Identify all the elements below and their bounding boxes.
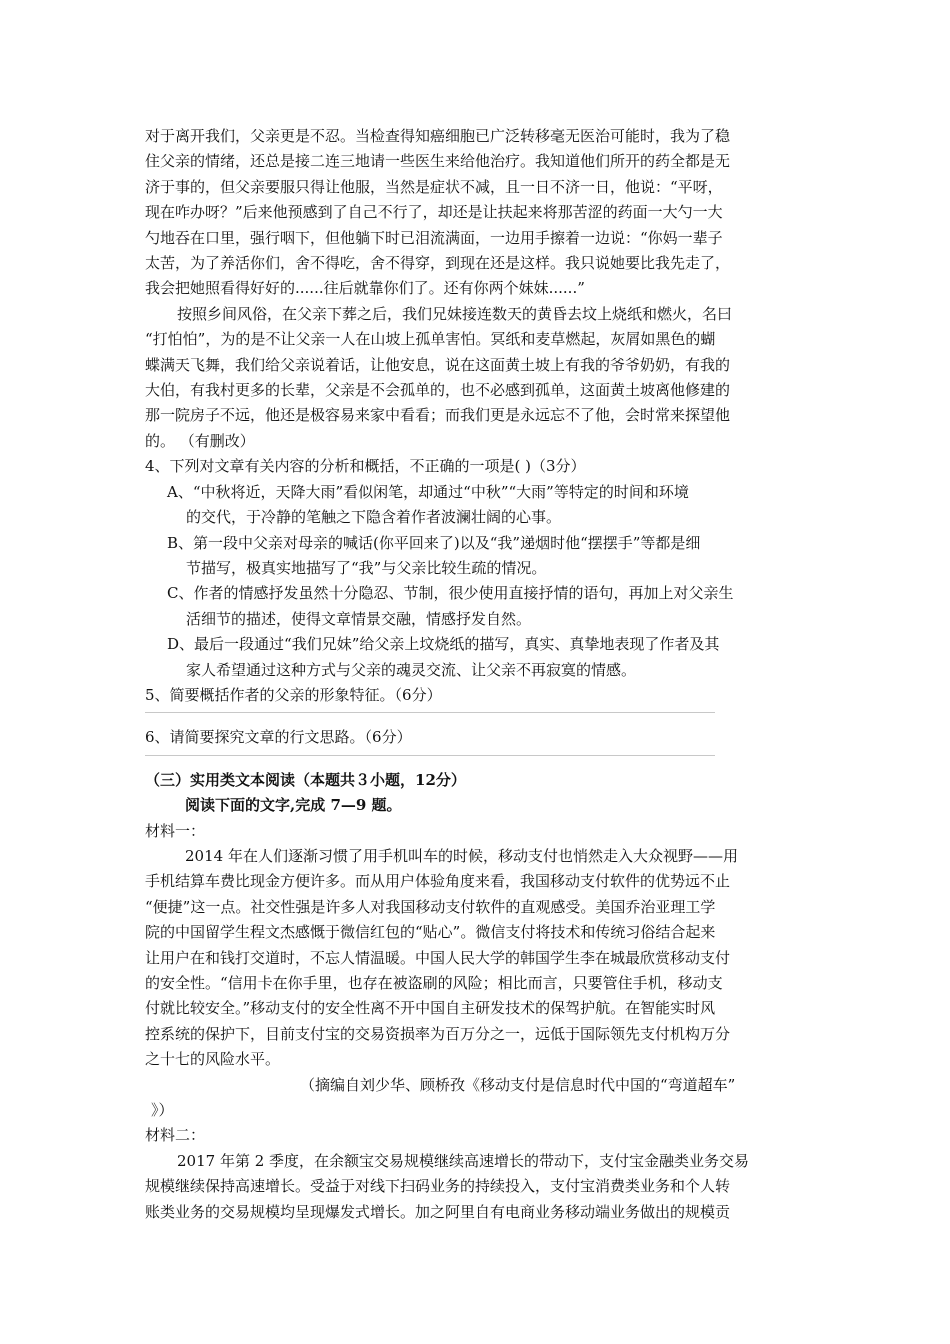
section-heading: （三）实用类文本阅读（本题共３小题，12分） bbox=[145, 770, 466, 789]
option-line: 的交代，于冷静的笔触之下隐含着作者波澜壮阔的心事。 bbox=[186, 508, 562, 527]
text-line: 2014 年在人们逐渐习惯了用手机叫车的时候，移动支付也悄然走入大众视野——用 bbox=[185, 846, 738, 865]
text-line: 那一院房子不远，他还是极容易来家中看看；而我们更是永远忘不了他，会时常来探望他 bbox=[145, 406, 731, 425]
text-line: 勺地吞在口里，强行咽下，但他躺下时已泪流满面，一边用手擦着一边说：“你妈一辈子 bbox=[145, 228, 723, 247]
text-line: 蝶满天飞舞，我们给父亲说着话，让他安息，说在这面黄土坡上有我的爷爷奶奶，有我的 bbox=[145, 355, 731, 374]
option-line: D、最后一段通过“我们兄妹”给父亲上坟烧纸的描写，真实、真挚地表现了作者及其 bbox=[167, 635, 720, 654]
option-line: 节描写，极真实地描写了“我”与父亲比较生疏的情况。 bbox=[186, 558, 547, 577]
text-line: 控系统的保护下，目前支付宝的交易资损率为百万分之一，远低于国际领先支付机构万分 bbox=[145, 1024, 731, 1043]
text-line: 规模继续保持高速增长。受益于对线下扫码业务的持续投入，支付宝消费类业务和个人转 bbox=[145, 1177, 731, 1196]
option-line: A、“中秋将近，天降大雨”看似闲笔，却通过“中秋”“大雨”等特定的时间和环境 bbox=[167, 482, 689, 501]
material-2-text bbox=[145, 1149, 810, 1225]
text-line: 之十七的风险水平。 bbox=[145, 1050, 281, 1069]
option-line: C、作者的情感抒发虽然十分隐忍、节制，很少使用直接抒情的语句，再加上对父亲生 bbox=[167, 584, 734, 603]
material-1-label: 材料一： bbox=[145, 821, 206, 840]
document-page bbox=[145, 124, 810, 1225]
text-line: “打怕怕”，为的是不让父亲一人在山坡上孤单害怕。冥纸和麦草燃起，灰屑如黑色的蝴 bbox=[145, 330, 716, 349]
text-line: 账类业务的交易规模均呈现爆发式增长。加之阿里自有电商业务移动端业务做出的规模贡 bbox=[145, 1202, 731, 1221]
text-line: 的安全性。“信用卡在你手里，也存在被盗刷的风险；相比而言，只要管住手机，移动支 bbox=[145, 974, 723, 992]
option-a bbox=[145, 480, 810, 531]
question-stem: 4、下列对文章有关内容的分析和概括，不正确的一项是( )（3分） bbox=[145, 457, 586, 476]
option-line: B、第一段中父亲对母亲的喊话(你平回来了)以及“我”递烟时他“摆摆手”等都是细 bbox=[167, 533, 701, 552]
option-line: 活细节的描述，使得文章情景交融，情感抒发自然。 bbox=[186, 609, 532, 628]
text-line: 院的中国留学生程文杰感慨于微信红包的“贴心”。微信支付将技术和传统习俗结合起来 bbox=[145, 923, 716, 942]
text-line: 按照乡间风俗，在父亲下葬之后，我们兄妹接连数天的黄昏去坟上烧纸和燃火，名曰 bbox=[177, 304, 733, 323]
text-line: 大伯，有我村更多的长辈，父亲是不会孤单的，也不必感到孤单，这面黄土坡离他修建的 bbox=[145, 381, 731, 400]
material-1-source bbox=[145, 1073, 810, 1124]
text-line: 济于事的，但父亲要服只得让他服，当然是症状不减，且一日不济一日，他说：“平呀， bbox=[145, 177, 723, 196]
material-1-text bbox=[145, 844, 810, 1073]
text-line: 我会把她照看得好好的......往后就靠你们了。还有你两个妹妹......” bbox=[145, 279, 585, 298]
text-line: 付就比较安全。”移动支付的安全性离不开中国自主研发技术的保驾护航。在智能实时风 bbox=[145, 999, 716, 1018]
question-stem: 6、请简要探究文章的行文思路。（6分） bbox=[145, 728, 412, 747]
source-line: 》） bbox=[151, 1101, 174, 1120]
question-5 bbox=[145, 683, 810, 713]
text-line: 让用户在和钱打交道时，不忘人情温暖。中国人民大学的韩国学生李在城最欣赏移动支付 bbox=[145, 948, 731, 967]
option-c bbox=[145, 581, 810, 632]
question-6 bbox=[145, 725, 810, 755]
answer-line[interactable] bbox=[145, 755, 715, 756]
option-d bbox=[145, 632, 810, 683]
option-b bbox=[145, 531, 810, 582]
text-line: 现在咋办呀？”后来他预感到了自己不行了，却还是让扶起来将那苦涩的药面一大勺一大 bbox=[145, 203, 723, 222]
passage-paragraph-2 bbox=[145, 302, 810, 454]
passage-paragraph-1 bbox=[145, 124, 810, 302]
text-line: 对于离开我们，父亲更是不忍。当检查得知癌细胞已广泛转移毫无医治可能时，我为了稳 bbox=[145, 127, 731, 145]
text-line: 太苦，为了养活你们，舍不得吃，舍不得穿，到现在还是这样。我只说她要比我先走了， bbox=[145, 254, 731, 273]
text-line: “便捷”这一点。社交性强是许多人对我国移动支付软件的直观感受。美国乔治亚理工学 bbox=[145, 897, 716, 916]
question-stem: 5、简要概括作者的父亲的形象特征。（6分） bbox=[145, 685, 442, 704]
answer-line[interactable] bbox=[145, 712, 715, 713]
section-3 bbox=[145, 768, 810, 1225]
source-line: （摘编自刘少华、顾桥孜《移动支付是信息时代中国的“弯道超车” bbox=[300, 1075, 736, 1094]
option-line: 家人希望通过这种方式与父亲的魂灵交流、让父亲不再寂寞的情感。 bbox=[186, 660, 637, 679]
text-line: 2017 年第 2 季度，在余额宝交易规模继续高速增长的带动下，支付宝金融类业务交易 bbox=[177, 1151, 750, 1170]
material-2-label: 材料二： bbox=[145, 1126, 206, 1145]
text-line: 住父亲的情绪，还总是接二连三地请一些医生来给他治疗。我知道他们所开的药全都是无 bbox=[145, 152, 731, 171]
text-line: 的。 （有删改） bbox=[145, 431, 255, 450]
section-instruction: 阅读下面的文字,完成 7—9 题。 bbox=[185, 796, 402, 815]
text-line: 手机结算车费比现金方便许多。而从用户体验角度来看，我国移动支付软件的优势远不止 bbox=[145, 872, 731, 891]
question-4 bbox=[145, 454, 810, 683]
